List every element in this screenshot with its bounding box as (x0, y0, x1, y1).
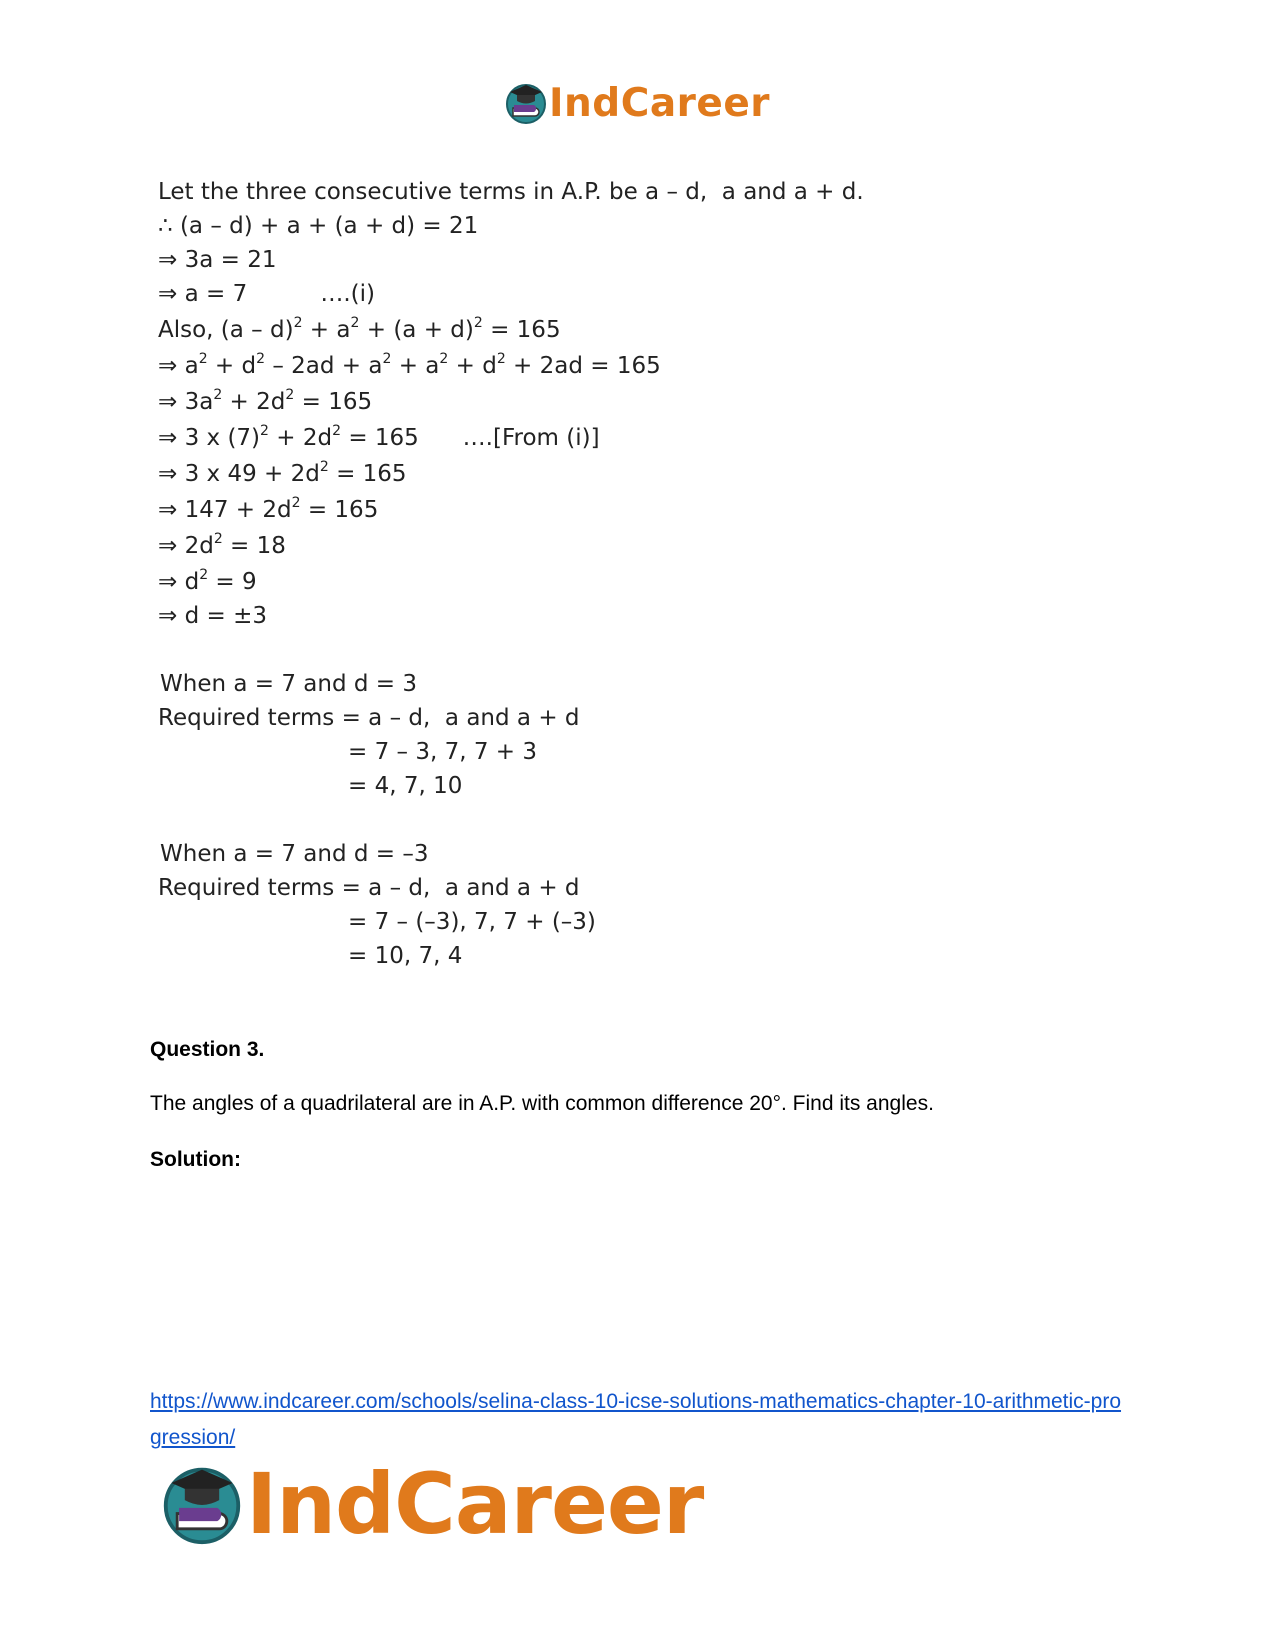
solution-line: ⇒ $2d^2 = 18$ (158, 531, 286, 559)
solution-line: When a = 7 and d = 3 (160, 671, 417, 697)
solution-line: Required terms = a – d, a and a + d (158, 875, 580, 901)
solution-line: = 7 – (–3), 7, 7 + (–3) (348, 909, 596, 935)
graduation-cap-globe-icon (160, 1462, 244, 1546)
solution-line: = 10, 7, 4 (348, 943, 463, 969)
solution-line: = 4, 7, 10 (348, 773, 463, 799)
logo-wordmark: IndCareer (246, 1455, 704, 1553)
solution-line: ⇒ 3 x $49 + 2d^2 = 165$ (158, 459, 407, 487)
solution-line: Also, $(a - d)^2 + a^2 + (a + d)^2 = 165$ (158, 315, 561, 343)
solution-line: ⇒ 3 x $(7)^2 + 2d^2 = 165$ ….[From (i)] (158, 423, 600, 451)
solution-line: ⇒ $a^2 + d^2 - 2ad + a^2 + a^2 + d^2 + 2ad = 165$ (158, 351, 661, 379)
solution-line: ⇒ $147 + 2d^2 = 165$ (158, 495, 379, 523)
source-link[interactable]: https://www.indcareer.com/schools/selina-class-10-icse-solutions-mathematics-chapter-10-arithmetic-progression/ (150, 1390, 1122, 1449)
solution-line: ⇒ 3a = 21 (158, 247, 277, 273)
solution-line: ⇒ d = ±3 (158, 603, 267, 629)
solution-line: Let the three consecutive terms in A.P. be a – d, a and a + d. (158, 179, 864, 205)
solution-label: Solution: (150, 1148, 241, 1171)
solution-line: ⇒ $3a^2 + 2d^2 = 165$ (158, 387, 373, 415)
solution-line: = 7 – 3, 7, 7 + 3 (348, 739, 538, 765)
graduation-cap-globe-icon (504, 81, 548, 125)
solution-line: When a = 7 and d = –3 (160, 841, 429, 867)
solution-line: ⇒ a = 7 ….(i) (158, 281, 375, 307)
logo-wordmark: IndCareer (549, 80, 770, 126)
solution-line: Required terms = a – d, a and a + d (158, 705, 580, 731)
solution-line: ⇒ $d^2 = 9$ (158, 567, 257, 595)
question-text: The angles of a quadrilateral are in A.P. with common difference 20°. Find its angles. (150, 1092, 934, 1115)
solution-line: ∴ (a – d) + a + (a + d) = 21 (158, 213, 479, 239)
header-logo (504, 78, 770, 128)
question-title: Question 3. (150, 1038, 265, 1061)
footer-logo (160, 1455, 704, 1553)
